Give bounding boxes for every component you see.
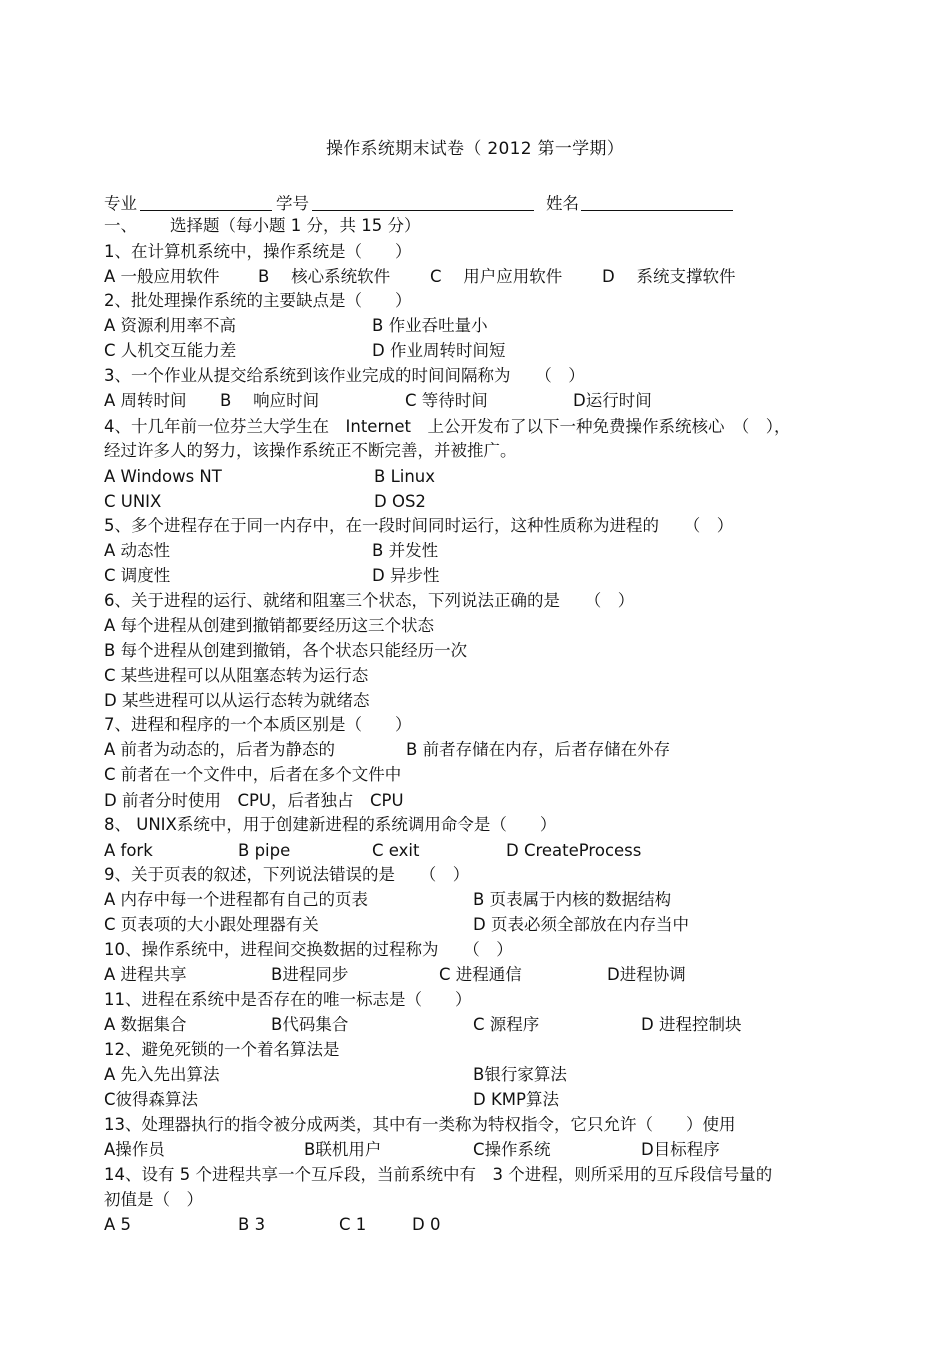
question-option: C 页表项的大小跟处理器有关 [104, 915, 319, 934]
question-option: A 内存中每一个进程都有自己的页表 [104, 890, 369, 909]
question-stem: 13、处理器执行的指令被分成两类，其中有一类称为特权指令，它只允许（ ）使用 [104, 1115, 736, 1134]
question-stem: 10、操作系统中，进程间交换数据的过程称为 （ ） [104, 940, 513, 959]
question-option: B银行家算法 [473, 1065, 567, 1084]
question-option: D运行时间 [573, 391, 652, 410]
question-option: D 某些进程可以从运行态转为就绪态 [104, 691, 370, 710]
question-stem: 3、一个作业从提交给系统到该作业完成的时间间隔称为 （ ） [104, 366, 585, 385]
question-option: D 0 [412, 1215, 441, 1234]
question-option: D CreateProcess [506, 841, 642, 860]
exam-title: 操作系统期末试卷（ 2012 第一学期） [325, 139, 625, 159]
question-option: A 前者为动态的，后者为静态的 [104, 740, 336, 759]
question-option: D进程协调 [607, 965, 686, 984]
question-option: C操作系统 [473, 1140, 551, 1159]
question-stem-continued: 经过许多人的努力，该操作系统正不断完善，并被推广。 [104, 441, 517, 460]
question-option: D KMP算法 [473, 1090, 559, 1109]
question-option: C 前者在一个文件中，后者在多个文件中 [104, 765, 402, 784]
question-option: C 进程通信 [439, 965, 522, 984]
question-stem: 6、关于进程的运行、就绪和阻塞三个状态，下列说法正确的是 （ ） [104, 591, 635, 610]
name-blank [581, 210, 733, 211]
question-option: D 作业周转时间短 [372, 341, 506, 360]
question-option: C UNIX [104, 492, 162, 511]
question-option: D 系统支撑软件 [602, 267, 736, 286]
question-option: D 进程控制块 [641, 1015, 742, 1034]
question-option: A操作员 [104, 1140, 165, 1159]
question-option: A 数据集合 [104, 1015, 187, 1034]
question-option: C 源程序 [473, 1015, 540, 1034]
question-stem: 11、进程在系统中是否存在的唯一标志是（ ） [104, 990, 472, 1009]
section-number: 一、 [104, 216, 137, 235]
question-option: A fork [104, 841, 153, 860]
question-option: B进程同步 [271, 965, 349, 984]
question-option: C 1 [339, 1215, 367, 1234]
question-option: D 前者分时使用 CPU，后者独占 CPU [104, 791, 404, 810]
question-option: C 某些进程可以从阻塞态转为运行态 [104, 666, 369, 685]
question-stem: 8、 UNIX系统中，用于创建新进程的系统调用命令是（ ） [104, 815, 557, 834]
question-option: C 等待时间 [405, 391, 488, 410]
student-id-blank [312, 210, 534, 211]
question-option: B代码集合 [271, 1015, 349, 1034]
name-label: 姓名 [546, 194, 579, 213]
question-option: B 前者存储在内存，后者存储在外存 [406, 740, 671, 759]
question-option: A 先入先出算法 [104, 1065, 220, 1084]
question-option: B联机用户 [304, 1140, 382, 1159]
question-option: B pipe [238, 841, 291, 860]
question-option: A 进程共享 [104, 965, 187, 984]
question-stem: 7、进程和程序的一个本质区别是（ ） [104, 715, 412, 734]
question-stem: 12、避免死锁的一个着名算法是 [104, 1040, 340, 1059]
question-option: D OS2 [374, 492, 426, 511]
question-option: A 5 [104, 1215, 132, 1234]
question-option: A 周转时间 [104, 391, 187, 410]
question-option: B 页表属于内核的数据结构 [473, 890, 672, 909]
major-blank [140, 210, 272, 211]
question-option: A 动态性 [104, 541, 171, 560]
question-option: B 响应时间 [220, 391, 320, 410]
question-option: B 并发性 [372, 541, 439, 560]
student-id-label: 学号 [276, 194, 309, 213]
question-option: C 人机交互能力差 [104, 341, 237, 360]
section-heading [104, 215, 421, 237]
question-option: B 3 [238, 1215, 266, 1234]
question-option: A 一般应用软件 [104, 267, 220, 286]
question-option: C 调度性 [104, 566, 171, 585]
question-option: D 异步性 [372, 566, 440, 585]
question-stem: 14、设有 5 个进程共享一个互斥段，当前系统中有 3 个进程，则所采用的互斥段信号量的 [104, 1165, 773, 1184]
question-stem: 1、在计算机系统中，操作系统是（ ） [104, 242, 412, 261]
question-option: B Linux [374, 467, 436, 486]
major-label: 专业 [104, 194, 137, 213]
question-option: B 每个进程从创建到撤销，各个状态只能经历一次 [104, 641, 468, 660]
question-option: A 资源利用率不高 [104, 316, 237, 335]
question-option: B 作业吞吐量小 [372, 316, 488, 335]
section-title: 选择题（每小题 1 分，共 15 分） [170, 216, 421, 235]
question-stem: 5、多个进程存在于同一内存中，在一段时间同时运行，这种性质称为进程的 （ ） [104, 516, 734, 535]
question-stem-continued: 初值是（ ） [104, 1190, 203, 1209]
question-option: C彼得森算法 [104, 1090, 199, 1109]
question-option: B 核心系统软件 [258, 267, 391, 286]
question-option: A Windows NT [104, 467, 222, 486]
question-option: C exit [372, 841, 420, 860]
question-option: D目标程序 [641, 1140, 720, 1159]
question-option: A 每个进程从创建到撤销都要经历这三个状态 [104, 616, 435, 635]
question-stem: 9、关于页表的叙述，下列说法错误的是 （ ） [104, 865, 470, 884]
question-option: D 页表必须全部放在内存当中 [473, 915, 689, 934]
question-stem: 4、十几年前一位芬兰大学生在 Internet 上公开发布了以下一种免费操作系统核心 （ ）， [104, 417, 791, 436]
student-info-row [104, 190, 864, 214]
question-stem: 2、批处理操作系统的主要缺点是（ ） [104, 291, 412, 310]
question-option: C 用户应用软件 [430, 267, 563, 286]
